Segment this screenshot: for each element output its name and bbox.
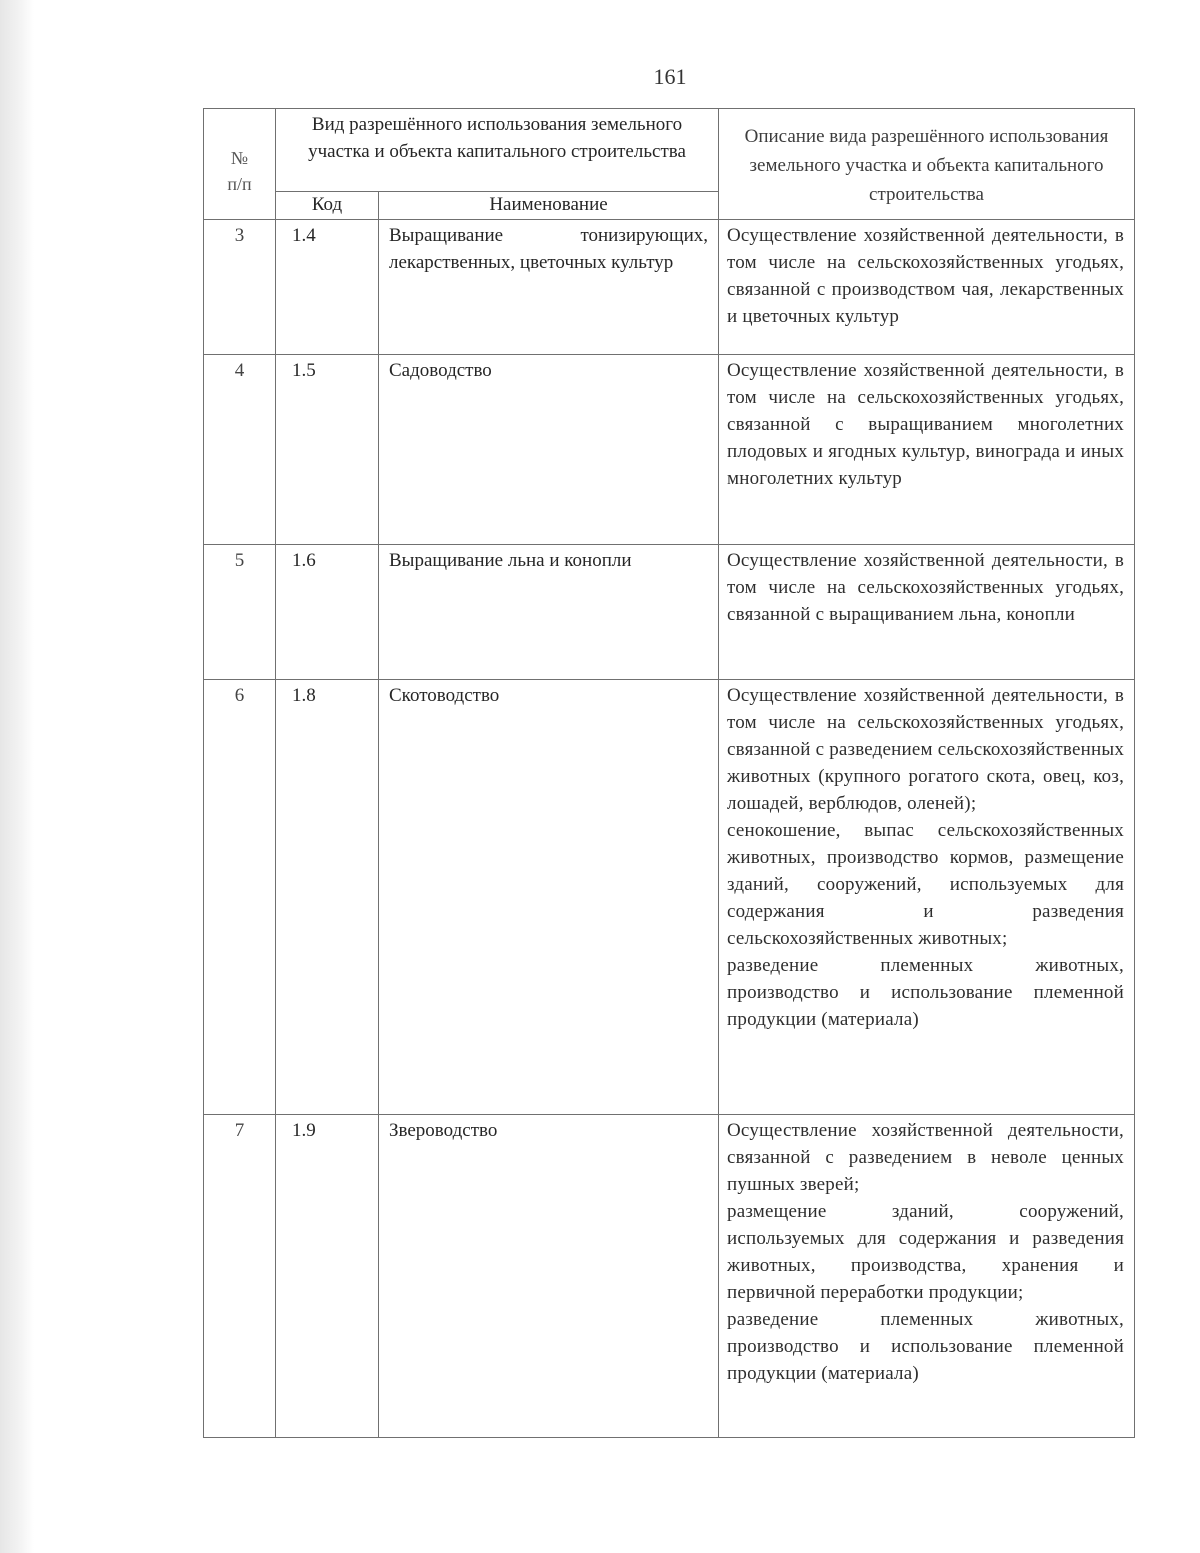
row-name: Выращивание льна и конопли [379,545,719,680]
row-number: 6 [204,680,276,1115]
table-row [204,220,1135,355]
row-description: Осуществление хозяйственной деятельности, в том числе на сельскохозяйственных угодьях, связанной с выращиванием многолетних плодовых и ягодных культур, винограда и иных многолетних культур [719,355,1135,545]
header-code: Код [276,192,379,220]
table-header-row [204,109,1135,192]
row-code: 1.6 [276,545,379,680]
land-use-table [203,108,1135,1438]
row-number: 3 [204,220,276,355]
header-use-type: Вид разрешённого использования земельного участка и объекта капитального строительства [276,109,719,192]
row-number: 5 [204,545,276,680]
row-description: Осуществление хозяйственной деятельности, в том числе на сельскохозяйственных угодьях, связанной с производством чая, лекарственных и цветочных культур [719,220,1135,355]
row-name: Скотоводство [379,680,719,1115]
description-paragraph: разведение племенных животных, производство и использование племенной продукции (материала) [727,1309,1125,1384]
header-description: Описание вида разрешённого использования земельного участка и объекта капитального строительства [719,109,1135,220]
table-row [204,1115,1135,1438]
row-code: 1.9 [276,1115,379,1438]
page-number: 161 [653,64,687,89]
row-code: 1.8 [276,680,379,1115]
description-paragraph: Осуществление хозяйственной деятельности, связанной с разведением в неволе ценных пушных зверей; [727,1120,1125,1195]
header-number [204,109,276,220]
row-description [719,680,1135,1115]
row-name: Выращивание тонизирующих, лекарственных, цветочных культур [379,220,719,355]
description-paragraph: Осуществление хозяйственной деятельности, в том числе на сельскохозяйственных угодьях, связанной с разведением сельскохозяйственных животных (крупного рогатого скота, овец, коз, лошадей, верблюдов, оленей); [727,685,1125,814]
table-row [204,680,1135,1115]
row-description: Осуществление хозяйственной деятельности, в том числе на сельскохозяйственных угодьях, связанной с выращиванием льна, конопли [719,545,1135,680]
description-paragraph: сенокошение, выпас сельскохозяйственных животных, производство кормов, размещение зданий, сооружений, используемых для содержания и разведения сельскохозяйственных животных; [727,820,1125,949]
row-code: 1.5 [276,355,379,545]
row-name: Садоводство [379,355,719,545]
table-row [204,545,1135,680]
row-name: Звероводство [379,1115,719,1438]
row-number: 7 [204,1115,276,1438]
table-row [204,355,1135,545]
description-paragraph: разведение племенных животных, производство и использование племенной продукции (материала) [727,955,1125,1030]
scan-edge-shadow [0,0,34,1553]
row-description [719,1115,1135,1438]
header-number-label: № п/п [227,148,252,194]
header-name: Наименование [379,192,719,220]
description-paragraph: размещение зданий, сооружений, используемых для содержания и разведения животных, производства, хранения и первичной переработки продукции; [727,1201,1125,1303]
row-number: 4 [204,355,276,545]
row-code: 1.4 [276,220,379,355]
